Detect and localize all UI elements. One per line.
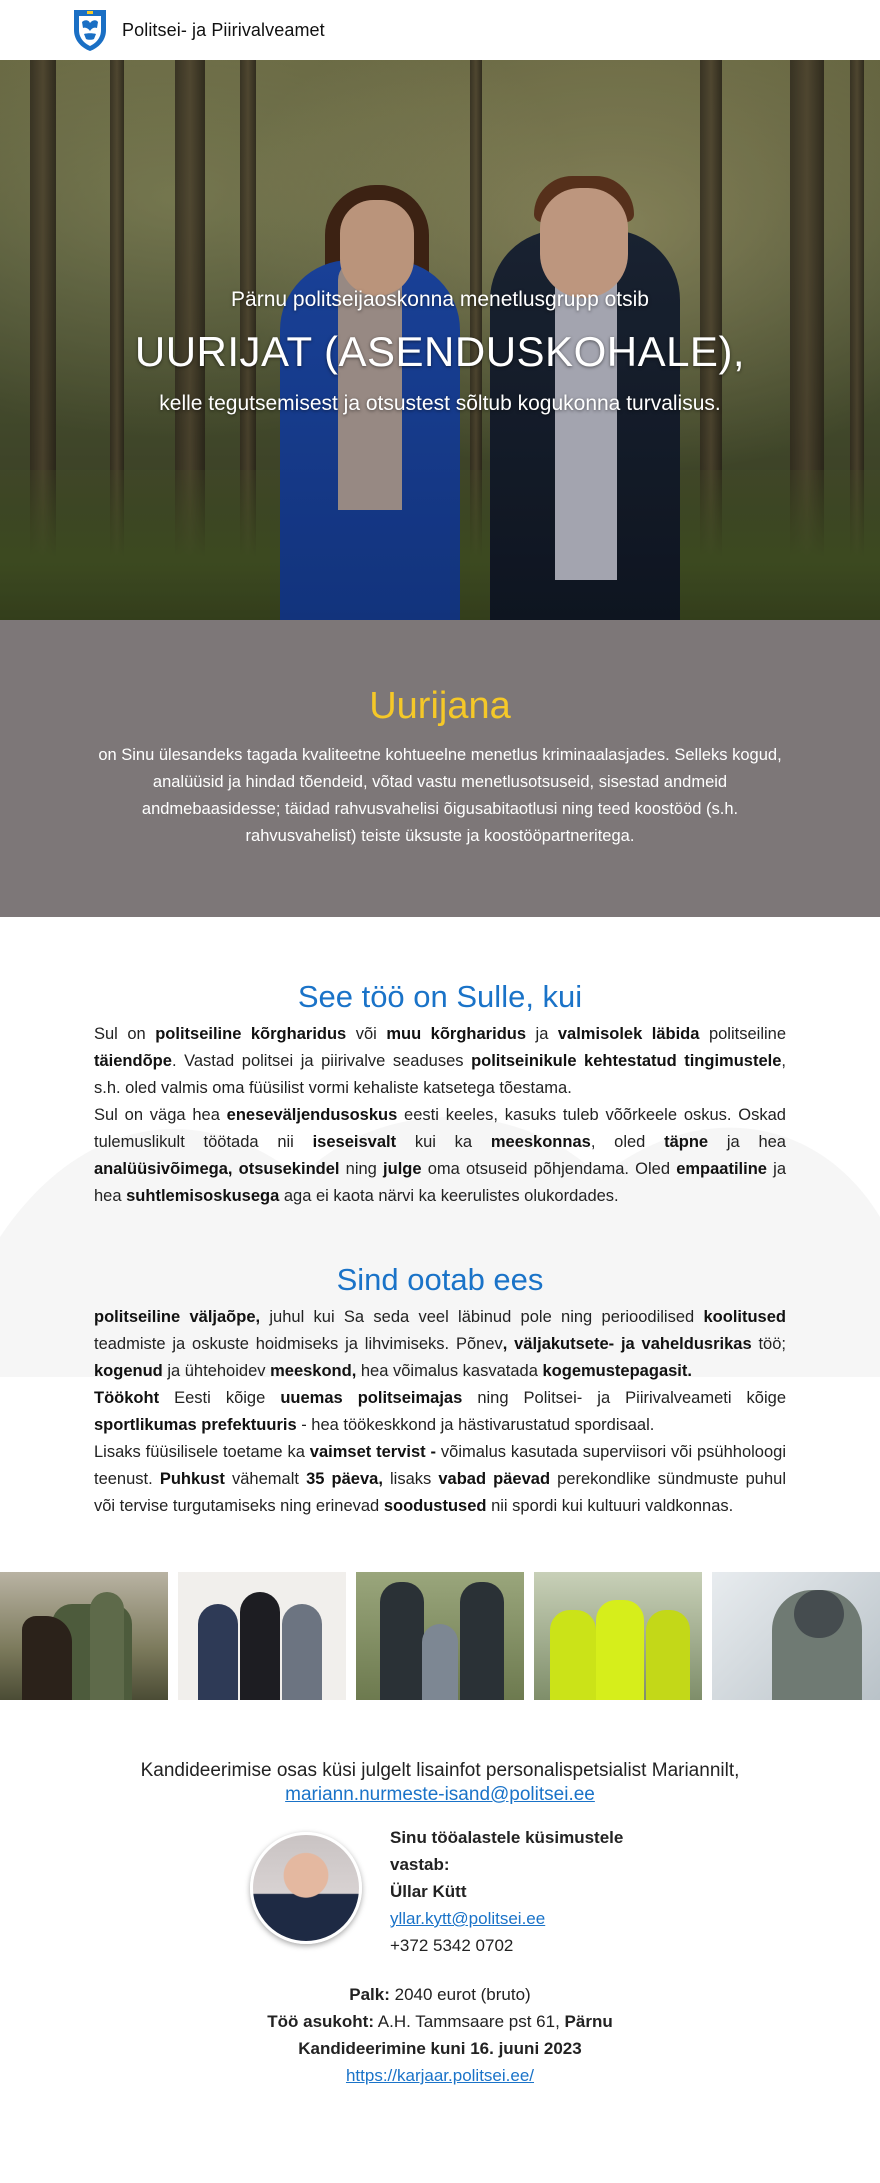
emphasis-text: valmisolek läbida xyxy=(557,1025,700,1043)
emphasis-text: täiendõpe xyxy=(94,1052,172,1070)
body-text: ning xyxy=(339,1160,384,1178)
emphasis-text: sportlikumas prefektuuris xyxy=(94,1416,297,1434)
emphasis-text: uuemas politseimajas xyxy=(280,1389,463,1407)
offer-paragraph-1 xyxy=(94,1304,786,1385)
emphasis-text: koolitused xyxy=(703,1308,786,1326)
salary-line xyxy=(0,1981,880,2008)
body-text: , s.h. oled valmis oma füüsilist vormi kehaliste katsetega tõestama. xyxy=(94,1052,786,1097)
emphasis-text: meeskond, xyxy=(270,1362,357,1380)
contact-question: Sinu tööalastele küsimustele vastab: xyxy=(390,1828,624,1874)
emphasis-text: muu kõrgharidus xyxy=(386,1025,527,1043)
emphasis-text: julge xyxy=(383,1160,422,1178)
photo-helicopter-pilot xyxy=(712,1572,880,1700)
role-section xyxy=(0,620,880,917)
body-text: teadmiste ja oskuste hoidmiseks ja lihvimiseks. Põnev xyxy=(94,1335,503,1353)
emphasis-text: soodustused xyxy=(383,1497,487,1515)
fit-paragraph-1 xyxy=(94,1021,786,1102)
body-text: , oled xyxy=(590,1133,665,1151)
role-text: on Sinu ülesandeks tagada kvaliteetne kohtueelne menetlus kriminaalasjades. Selleks kogud, analüüsid ja hindad tõendeid, võtad vastu menetlusotsuseid, sisestad andmeid andmebaasidesse; täidad rahvusvahelisi õigusabitaotlusi ning teed koostööd (s.h. rahvusvahelist) teiste üksuste ja koostööpartneritega. xyxy=(98,746,782,845)
emphasis-text: Töökoht xyxy=(94,1389,160,1407)
body-text: ja hea xyxy=(708,1133,786,1151)
emphasis-text: kogenud xyxy=(94,1362,163,1380)
body-text: . Vastad politsei ja piirivalve seaduses xyxy=(171,1052,472,1070)
body-text: lisaks xyxy=(382,1470,439,1488)
emphasis-text: iseseisvalt xyxy=(312,1133,397,1151)
location-value: A.H. Tammsaare pst 61, xyxy=(373,2012,560,2031)
body-text: ja hea xyxy=(94,1160,786,1205)
photo-team-group xyxy=(178,1572,346,1700)
brand-name[interactable]: Politsei- ja Piirivalveamet xyxy=(122,19,325,40)
emphasis-text: Puhkust xyxy=(159,1470,225,1488)
emphasis-text: politseiline kõrgharidus xyxy=(155,1025,347,1043)
body-text: ja xyxy=(526,1025,558,1043)
contact-card xyxy=(0,1824,880,1959)
contact-section xyxy=(0,1700,880,2089)
body-text: nii spordi kui kultuuri valdkonnas. xyxy=(486,1497,734,1515)
contact-name: Üllar Kütt xyxy=(390,1882,467,1901)
body-text: Sul on xyxy=(94,1025,156,1043)
emphasis-text: meeskonnas xyxy=(490,1133,591,1151)
location-label: Töö asukoht: xyxy=(267,2012,374,2031)
contact-email-link[interactable]: yllar.kytt@politsei.ee xyxy=(390,1909,546,1928)
emphasis-text: empaatiline xyxy=(676,1160,767,1178)
contact-phone: +372 5342 0702 xyxy=(390,1936,514,1955)
body-text: - hea töökeskkond ja hästivarustatud spordisaal. xyxy=(296,1416,655,1434)
emphasis-text: täpne xyxy=(664,1133,709,1151)
body-text: Sul on väga hea xyxy=(94,1106,227,1124)
emphasis-text: vaimset tervist - xyxy=(309,1443,437,1461)
hero-subtitle: kelle tegutsemisest ja otsustest sõltub kogukonna turvalisus. xyxy=(159,392,721,415)
body-text: eesti keeles, kasuks tuleb võõrkeele oskus. Oskad tulemuslikult töötada nii xyxy=(94,1106,786,1151)
main-content xyxy=(0,917,880,1520)
body-text: ja ühtehoidev xyxy=(162,1362,271,1380)
photo-officers-in-vests xyxy=(534,1572,702,1700)
emphasis-text: vabad päevad xyxy=(438,1470,551,1488)
photo-k9-officer xyxy=(0,1572,168,1700)
hero-banner xyxy=(0,60,880,620)
body-text: oma otsuseid põhjendama. Oled xyxy=(421,1160,677,1178)
body-text: aga ei kaota närvi ka keerulistes olukordades. xyxy=(279,1187,619,1205)
offer-heading: Sind ootab ees xyxy=(336,1262,544,1297)
body-text: Eesti kõige xyxy=(159,1389,281,1407)
emphasis-text: 35 päeva, xyxy=(306,1470,383,1488)
emphasis-text: politseiline väljaõpe, xyxy=(94,1308,261,1326)
offer-paragraph-2 xyxy=(94,1385,786,1439)
offer-paragraph-3 xyxy=(94,1439,786,1520)
avatar xyxy=(250,1832,362,1944)
emphasis-text: analüüsivõimega, otsusekindel xyxy=(94,1160,340,1178)
body-text: hea võimalus kasvatada xyxy=(356,1362,543,1380)
emphasis-text: kogemustepagasit. xyxy=(542,1362,692,1380)
job-details xyxy=(0,1981,880,2089)
hero-title: UURIJAT (ASENDUSKOHALE), xyxy=(134,328,746,375)
contact-lead: Kandideerimise osas küsi julgelt lisainfot personalispetsialist Mariannilt, xyxy=(140,1760,740,1781)
photo-strip xyxy=(0,1572,880,1700)
salary-label: Palk: xyxy=(349,1985,390,2004)
body-text: töö; xyxy=(751,1335,786,1353)
police-crest-icon[interactable] xyxy=(72,8,108,52)
body-text: Lisaks füüsilisele toetame ka xyxy=(94,1443,310,1461)
fit-heading: See töö on Sulle, kui xyxy=(297,979,583,1014)
body-text: või xyxy=(346,1025,387,1043)
deadline: Kandideerimine kuni 16. juuni 2023 xyxy=(298,2039,582,2058)
body-text: politseiline xyxy=(699,1025,786,1043)
photo-child-with-officers xyxy=(356,1572,524,1700)
body-text: vähemalt xyxy=(224,1470,307,1488)
body-text: ning Politsei- ja Piirivalveameti kõige xyxy=(462,1389,786,1407)
body-text: kui ka xyxy=(396,1133,491,1151)
emphasis-text: , väljakutsete- ja vaheldusrikas xyxy=(502,1335,752,1353)
hero-kicker: Pärnu politseijaoskonna menetlusgrupp otsib xyxy=(231,288,649,311)
fit-paragraph-2 xyxy=(94,1102,786,1210)
body-text: juhul kui Sa seda veel läbinud pole ning perioodilised xyxy=(260,1308,704,1326)
emphasis-text: eneseväljendusoskus xyxy=(226,1106,398,1124)
emphasis-text: politseinikule kehtestatud tingimustele xyxy=(471,1052,782,1070)
body-text: perekondlike sündmuste puhul või tervise turgutamiseks ning erinevad xyxy=(94,1470,786,1515)
location-city: Pärnu xyxy=(559,2012,613,2031)
body-text: võimalus kasutada superviisori või psühholoogi teenust. xyxy=(94,1443,786,1488)
role-heading: Uurijana xyxy=(369,685,511,727)
career-site-link[interactable]: https://karjaar.politsei.ee/ xyxy=(345,2066,535,2085)
emphasis-text: suhtlemisoskusega xyxy=(126,1187,280,1205)
recruiter-email-link[interactable]: mariann.nurmeste-isand@politsei.ee xyxy=(285,1784,595,1805)
location-line xyxy=(0,2008,880,2035)
salary-value: 2040 eurot (bruto) xyxy=(389,1985,531,2004)
site-header xyxy=(0,0,880,60)
